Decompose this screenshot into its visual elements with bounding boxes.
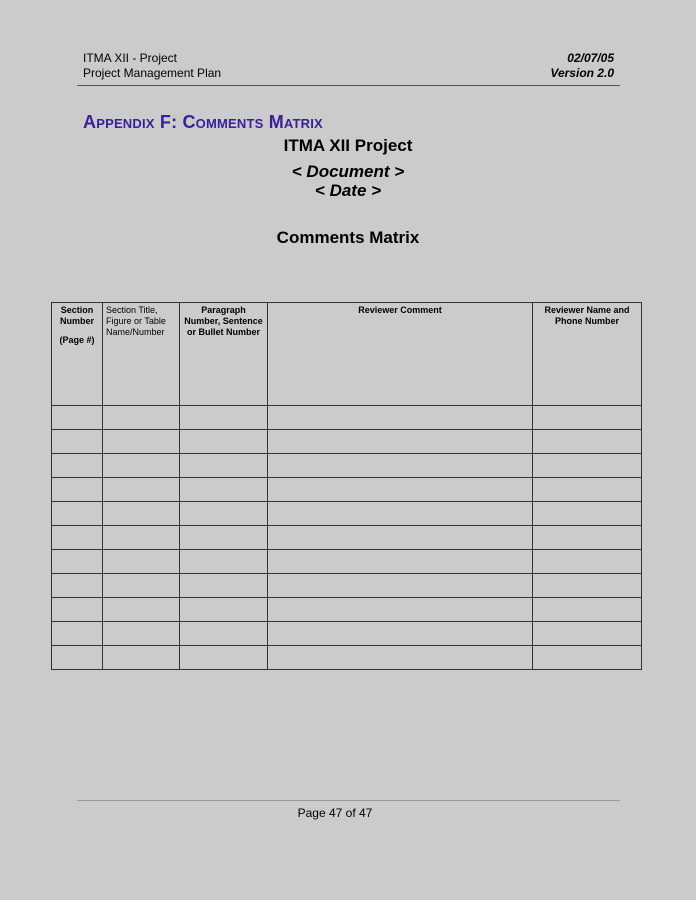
table-cell[interactable] [180,430,268,454]
date-placeholder: < Date > [314,181,382,200]
table-cell[interactable] [52,646,103,670]
table-row [52,550,642,574]
header-project: ITMA XII - Project [83,51,178,65]
table-cell[interactable] [180,406,268,430]
table-cell[interactable] [103,526,180,550]
table-cell[interactable] [533,598,642,622]
table-cell[interactable] [533,454,642,478]
header-date: 02/07/05 [567,51,614,65]
table-cell[interactable] [52,622,103,646]
table-cell[interactable] [103,502,180,526]
table-cell[interactable] [268,646,533,670]
col-page-label: (Page #) [59,335,95,345]
table-cell[interactable] [180,574,268,598]
table-row [52,478,642,502]
table-cell[interactable] [180,454,268,478]
table-header-row [52,303,642,406]
table-cell[interactable] [533,406,642,430]
table-cell[interactable] [103,478,180,502]
col-section-number-label: Section Number [59,305,94,326]
table-cell[interactable] [268,502,533,526]
col-section-number [52,303,103,406]
table-cell[interactable] [268,550,533,574]
col-section-title: Section Title, Figure or Table Name/Number [103,303,180,406]
table-cell[interactable] [533,502,642,526]
table-row [52,430,642,454]
document-placeholder: < Document > [291,162,405,181]
table-cell[interactable] [103,406,180,430]
table-cell[interactable] [268,526,533,550]
table-cell[interactable] [533,646,642,670]
appendix-title: Appendix F: Comments Matrix [83,112,323,132]
header-version: Version 2.0 [550,66,614,80]
table-cell[interactable] [103,646,180,670]
table-row [52,622,642,646]
table-cell[interactable] [52,430,103,454]
header-left [83,51,221,81]
table-row [52,526,642,550]
table-cell[interactable] [52,454,103,478]
matrix-title: Comments Matrix [276,228,420,247]
table-cell[interactable] [52,502,103,526]
table-cell[interactable] [52,550,103,574]
table-cell[interactable] [103,430,180,454]
table-row [52,406,642,430]
table-cell[interactable] [268,622,533,646]
table-cell[interactable] [533,526,642,550]
table-cell[interactable] [533,430,642,454]
table-cell[interactable] [268,574,533,598]
table-cell[interactable] [103,574,180,598]
table-row [52,454,642,478]
table-cell[interactable] [533,622,642,646]
col-paragraph-number: Paragraph Number, Sentence or Bullet Number [180,303,268,406]
table-cell[interactable] [533,478,642,502]
table-cell[interactable] [533,574,642,598]
table-cell[interactable] [52,406,103,430]
table-row [52,598,642,622]
table-cell[interactable] [180,646,268,670]
table-cell[interactable] [103,454,180,478]
table-cell[interactable] [268,598,533,622]
table-cell[interactable] [180,598,268,622]
table-cell[interactable] [52,574,103,598]
footer-rule [77,800,620,801]
table-cell[interactable] [268,454,533,478]
table-cell[interactable] [52,598,103,622]
table-cell[interactable] [268,430,533,454]
table-row [52,646,642,670]
header-rule [77,85,620,86]
table-cell[interactable] [180,550,268,574]
table-cell[interactable] [103,622,180,646]
table-cell[interactable] [52,526,103,550]
table-cell[interactable] [533,550,642,574]
project-title: ITMA XII Project [283,136,413,155]
table-cell[interactable] [180,622,268,646]
table-cell[interactable] [103,550,180,574]
table-cell[interactable] [180,502,268,526]
col-reviewer-comment: Reviewer Comment [268,303,533,406]
table-row [52,574,642,598]
page-number: Page 47 of 47 [297,806,373,820]
table-row [52,502,642,526]
table-cell[interactable] [268,478,533,502]
table-cell[interactable] [180,478,268,502]
table-cell[interactable] [268,406,533,430]
table-cell[interactable] [180,526,268,550]
header-right [550,51,614,81]
col-reviewer-name: Reviewer Name and Phone Number [533,303,642,406]
comments-matrix-table [51,302,642,670]
header-plan: Project Management Plan [83,66,222,80]
table-cell[interactable] [103,598,180,622]
table-cell[interactable] [52,478,103,502]
